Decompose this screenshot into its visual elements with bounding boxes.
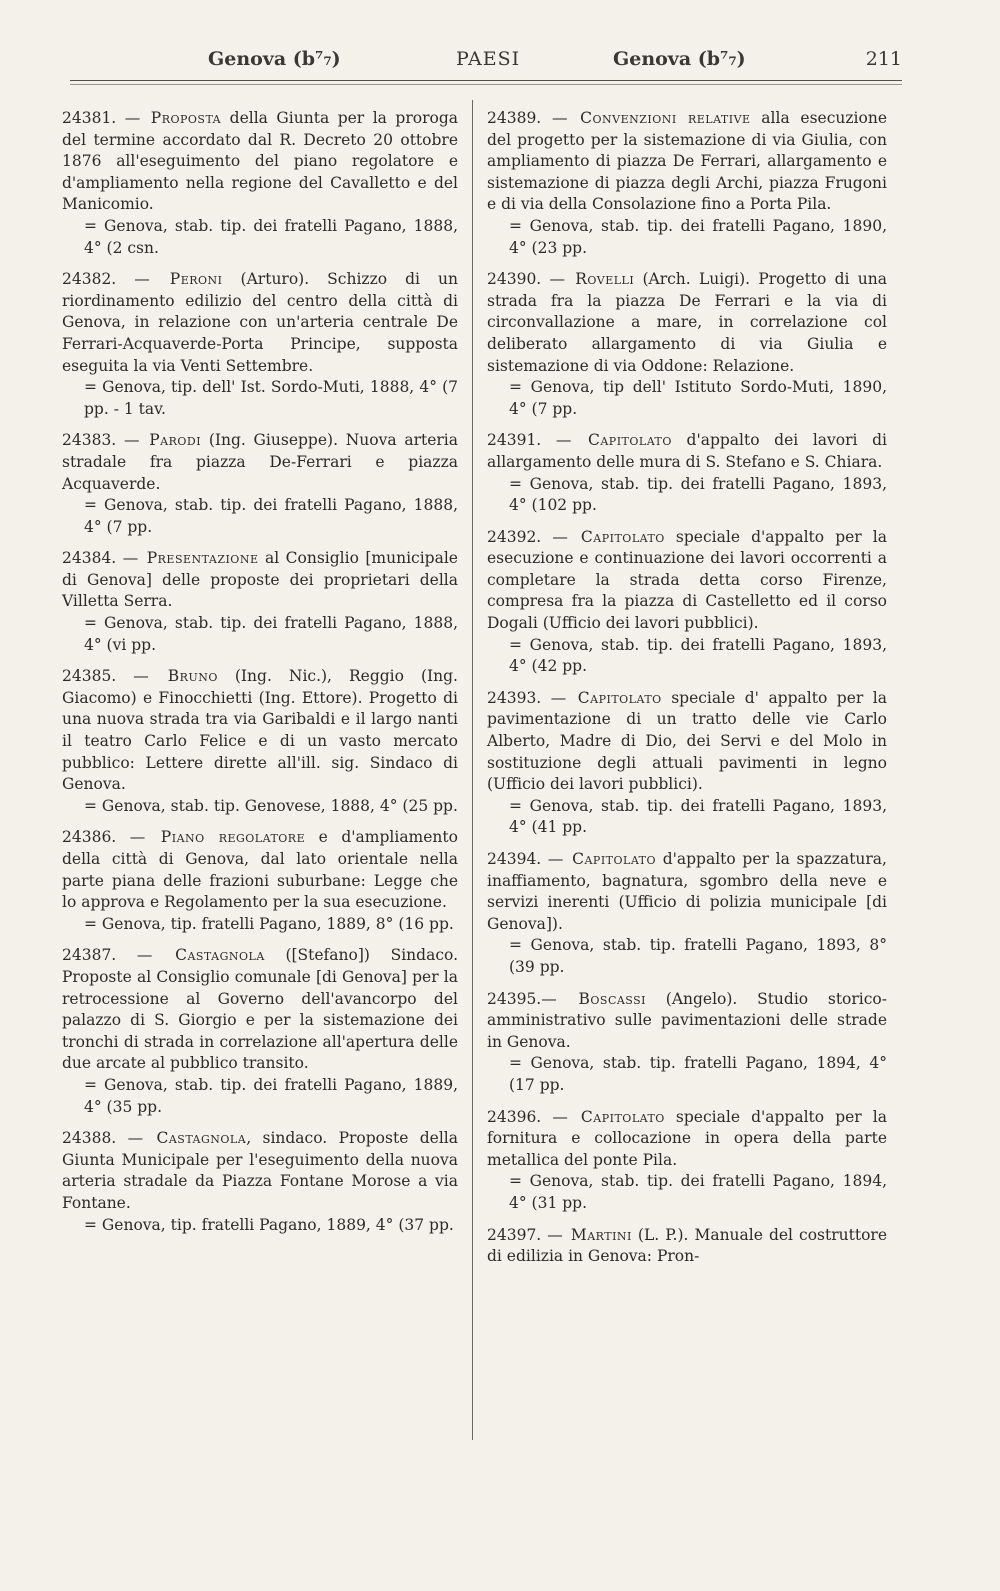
entry-number: 24383. — bbox=[62, 431, 140, 450]
entry-title: , sindaco. Proposte della Giunta Municipale per l'eseguimento della nuova arteria stradale da Piazza Fontane Morose a via Fontane. bbox=[62, 1129, 458, 1212]
entry-imprint: = Genova, stab. tip. dei fratelli Pagano, 1893, 4° (102 pp. bbox=[509, 474, 887, 515]
entry-imprint: = Genova, tip. fratelli Pagano, 1889, 4° (37 pp. bbox=[84, 1215, 454, 1234]
entry-heading: Martini bbox=[570, 1225, 632, 1244]
entry-number: 24394. — bbox=[487, 850, 564, 868]
entry-body bbox=[62, 548, 458, 613]
bibliography-entry bbox=[62, 269, 458, 420]
entry-imprint: = Genova, stab. tip. dei fratelli Pagano, 1889, 4° (35 pp. bbox=[84, 1075, 458, 1116]
bibliography-entry bbox=[487, 1107, 887, 1215]
entry-heading: Capitolato bbox=[580, 1107, 665, 1126]
entry-title: speciale d'appalto per la esecuzione e continuazione dei lavori occorrenti a completare la strada detta corso Firenze, compresa fra la piazza di Castelletto ed il corso Dogali (Ufficio dei lavori pubblici). bbox=[487, 527, 887, 633]
entry-imprint: = Genova, tip dell' Istituto Sordo-Muti, 1890, 4° (7 pp. bbox=[509, 378, 887, 418]
bibliography-entry bbox=[62, 1128, 458, 1236]
entry-title: (Ing. Nic.), Reggio (Ing. Giacomo) e Finocchietti (Ing. Ettore). Progetto di una nuova strada tra via Garibaldi e il largo nanti il teatro Carlo Felice e di un vasto mercato pubblico: Lettere dirette all'ill. sig. Sindaco di Genova. bbox=[62, 667, 458, 794]
entry-number: 24388. — bbox=[62, 1129, 144, 1148]
entry-number: 24396. — bbox=[487, 1107, 568, 1126]
entry-title: della Giunta per la proroga del termine accordato dal R. Decreto 20 ottobre 1876 all'eseguimento del piano regolatore e d'ampliamento nella regione del Cavalletto e del Manicomio. bbox=[62, 109, 458, 214]
header-rule bbox=[70, 80, 902, 81]
bibliography-entry bbox=[62, 430, 458, 538]
entry-imprint: = Genova, stab. tip. dei fratelli Pagano, 1888, 4° (7 pp. bbox=[84, 496, 458, 536]
entry-number: 24391. — bbox=[487, 431, 572, 450]
entry-number: 24393. — bbox=[487, 688, 567, 707]
entry-heading: Capitolato bbox=[572, 850, 657, 868]
entry-number: 24392. — bbox=[487, 527, 568, 546]
entry-body bbox=[487, 1107, 887, 1172]
bibliography-entry bbox=[487, 108, 887, 259]
entry-heading: Piano regolatore bbox=[160, 828, 306, 847]
entry-heading: Proposta bbox=[150, 109, 222, 127]
running-head-center: PAESI bbox=[456, 48, 521, 70]
left-column bbox=[62, 108, 458, 1246]
entry-heading: Parodi bbox=[149, 431, 202, 450]
entry-body bbox=[487, 108, 887, 216]
entry-imprint: = Genova, stab. tip. dei fratelli Pagano, 1890, 4° (23 pp. bbox=[509, 216, 887, 257]
bibliography-entry bbox=[487, 989, 887, 1097]
entry-body bbox=[487, 1225, 887, 1268]
entry-title: (Arturo). Schizzo di un riordinamento edilizio del centro della città di Genova, in relazione con un'arteria centrale De Ferrari-Acquaverde-Porta Principe, supposta eseguita la via Venti Settembre. bbox=[62, 270, 458, 375]
entry-number: 24386. — bbox=[62, 828, 146, 847]
entry-body bbox=[487, 989, 887, 1054]
entry-heading: Presentazione bbox=[146, 549, 259, 568]
entry-heading: Capitolato bbox=[577, 688, 662, 707]
entry-body bbox=[62, 945, 458, 1075]
entry-title: d'appalto dei lavori di allargamento delle mura di S. Stefano e S. Chiara. bbox=[487, 431, 887, 471]
entry-title: speciale d' appalto per la pavimentazione di un tratto delle vie Carlo Alberto, Madre di Dio, dei Servi e del Molo in sostituzione degli attuali pavimenti in legno (Ufficio dei lavori pubblici). bbox=[487, 688, 887, 794]
entry-number: 24390. — bbox=[487, 270, 565, 289]
entry-title: d'appalto per la spazzatura, inaffiamento, bagnatura, sgombro della neve e servizi inerenti (Ufficio di polizia municipale [di Genova]). bbox=[487, 850, 887, 933]
entry-imprint: = Genova, stab. tip. dei fratelli Pagano, 1888, 4° (2 csn. bbox=[84, 216, 458, 257]
entry-imprint: = Genova, tip. fratelli Pagano, 1889, 8° (16 pp. bbox=[84, 914, 454, 933]
entry-heading: Capitolato bbox=[580, 527, 665, 546]
entry-body bbox=[487, 849, 887, 935]
bibliography-entry bbox=[62, 666, 458, 817]
entry-body bbox=[62, 430, 458, 495]
entry-title: al Consiglio [municipale di Genova] delle proposte dei proprietari della Villetta Serra. bbox=[62, 549, 458, 611]
entry-imprint: = Genova, stab. tip. fratelli Pagano, 1893, 8° (39 pp. bbox=[509, 936, 887, 976]
entry-imprint: = Genova, stab. tip. dei fratelli Pagano, 1894, 4° (31 pp. bbox=[509, 1172, 887, 1212]
entry-number: 24387. — bbox=[62, 946, 153, 965]
right-column bbox=[487, 108, 887, 1278]
bibliography-entry bbox=[487, 269, 887, 420]
entry-number: 24384. — bbox=[62, 549, 139, 568]
entry-imprint: = Genova, stab. tip. dei fratelli Pagano, 1893, 4° (41 pp. bbox=[509, 796, 887, 837]
running-head-left: Genova (b⁷₇) bbox=[208, 48, 341, 70]
entry-number: 24382. — bbox=[62, 270, 150, 289]
entry-imprint: = Genova, stab. tip. Genovese, 1888, 4° (25 pp. bbox=[84, 796, 458, 815]
entry-body bbox=[487, 430, 887, 473]
entry-body bbox=[62, 1128, 458, 1214]
entry-title: alla esecuzione del progetto per la sistemazione di via Giulia, con ampliamento di piazza De Ferrari, allargamento e sistemazione di piazza degli Archi, piazza Frugoni e di via della Consolazione fino a Porta Pila. bbox=[487, 109, 887, 214]
running-head bbox=[70, 44, 902, 80]
header-rule-secondary bbox=[70, 84, 902, 85]
entry-title: (L. P.). Manuale del costruttore di edilizia in Genova: Pron- bbox=[487, 1225, 887, 1266]
entry-body bbox=[62, 827, 458, 913]
entry-number: 24397. — bbox=[487, 1225, 563, 1244]
entry-heading: Convenzioni relative bbox=[580, 109, 751, 127]
running-head-right: Genova (b⁷₇) bbox=[613, 48, 746, 70]
page-number: 211 bbox=[865, 48, 902, 70]
entry-heading: Bruno bbox=[167, 667, 218, 686]
entry-imprint: = Genova, stab. tip. dei fratelli Pagano, 1893, 4° (42 pp. bbox=[509, 635, 887, 676]
entry-title: ([Stefano]) Sindaco. Proposte al Consiglio comunale [di Genova] per la retrocessione al Governo dell'avancorpo del palazzo di S. Giorgio e per la sistemazione dei tronchi di strada in correlazione all'apertura delle due arcate al pubblico transito. bbox=[62, 946, 458, 1073]
entry-body bbox=[487, 269, 887, 377]
entry-body bbox=[487, 527, 887, 635]
bibliography-entry bbox=[487, 527, 887, 678]
bibliography-entry bbox=[487, 1225, 887, 1268]
entry-number: 24385. — bbox=[62, 667, 149, 686]
bibliography-entry bbox=[487, 430, 887, 516]
entry-body bbox=[487, 688, 887, 796]
bibliography-entry bbox=[62, 548, 458, 656]
entry-number: 24381. — bbox=[62, 109, 141, 127]
entry-heading: Castagnola bbox=[156, 1129, 247, 1148]
entry-imprint: = Genova, stab. tip. fratelli Pagano, 1894, 4° (17 pp. bbox=[509, 1054, 887, 1094]
entry-heading: Capitolato bbox=[587, 431, 672, 450]
entry-imprint: = Genova, stab. tip. dei fratelli Pagano, 1888, 4° (vi pp. bbox=[84, 614, 458, 654]
entry-heading: Boscassi bbox=[578, 989, 647, 1008]
entry-title: (Angelo). Studio storico-amministrativo sulle pavimentazioni delle strade in Genova. bbox=[487, 989, 887, 1051]
entry-title: (Arch. Luigi). Progetto di una strada fra la piazza De Ferrari e la via di circonvallazione a mare, in correlazione col deliberato allargamento di via Giulia e sistemazione di via Oddone: Relazione. bbox=[487, 270, 887, 375]
bibliography-entry bbox=[62, 945, 458, 1118]
entry-title: e d'ampliamento della città di Genova, dal lato orientale nella parte piana delle frazioni suburbane: Legge che lo approva e Regolamento per la sua esecuzione. bbox=[62, 828, 458, 912]
entry-number: 24389. — bbox=[487, 109, 568, 127]
entry-title: (Ing. Giuseppe). Nuova arteria stradale fra piazza De-Ferrari e piazza Acquaverde. bbox=[62, 431, 459, 493]
entry-heading: Rovelli bbox=[575, 270, 635, 289]
entry-number: 24395.— bbox=[487, 989, 557, 1008]
entry-imprint: = Genova, tip. dell' Ist. Sordo-Muti, 1888, 4° (7 pp. - 1 tav. bbox=[84, 378, 458, 418]
bibliography-entry bbox=[487, 688, 887, 839]
entry-title: speciale d'appalto per la fornitura e collocazione in opera della parte metallica del ponte Pila. bbox=[487, 1107, 887, 1169]
entry-heading: Peroni bbox=[169, 270, 223, 289]
entry-body bbox=[62, 108, 458, 216]
entry-body bbox=[62, 269, 458, 377]
bibliography-entry bbox=[62, 108, 458, 259]
column-divider bbox=[472, 100, 473, 1440]
bibliography-entry bbox=[62, 827, 458, 935]
entry-heading: Castagnola bbox=[175, 946, 265, 965]
bibliography-entry bbox=[487, 849, 887, 979]
entry-body bbox=[62, 666, 458, 796]
